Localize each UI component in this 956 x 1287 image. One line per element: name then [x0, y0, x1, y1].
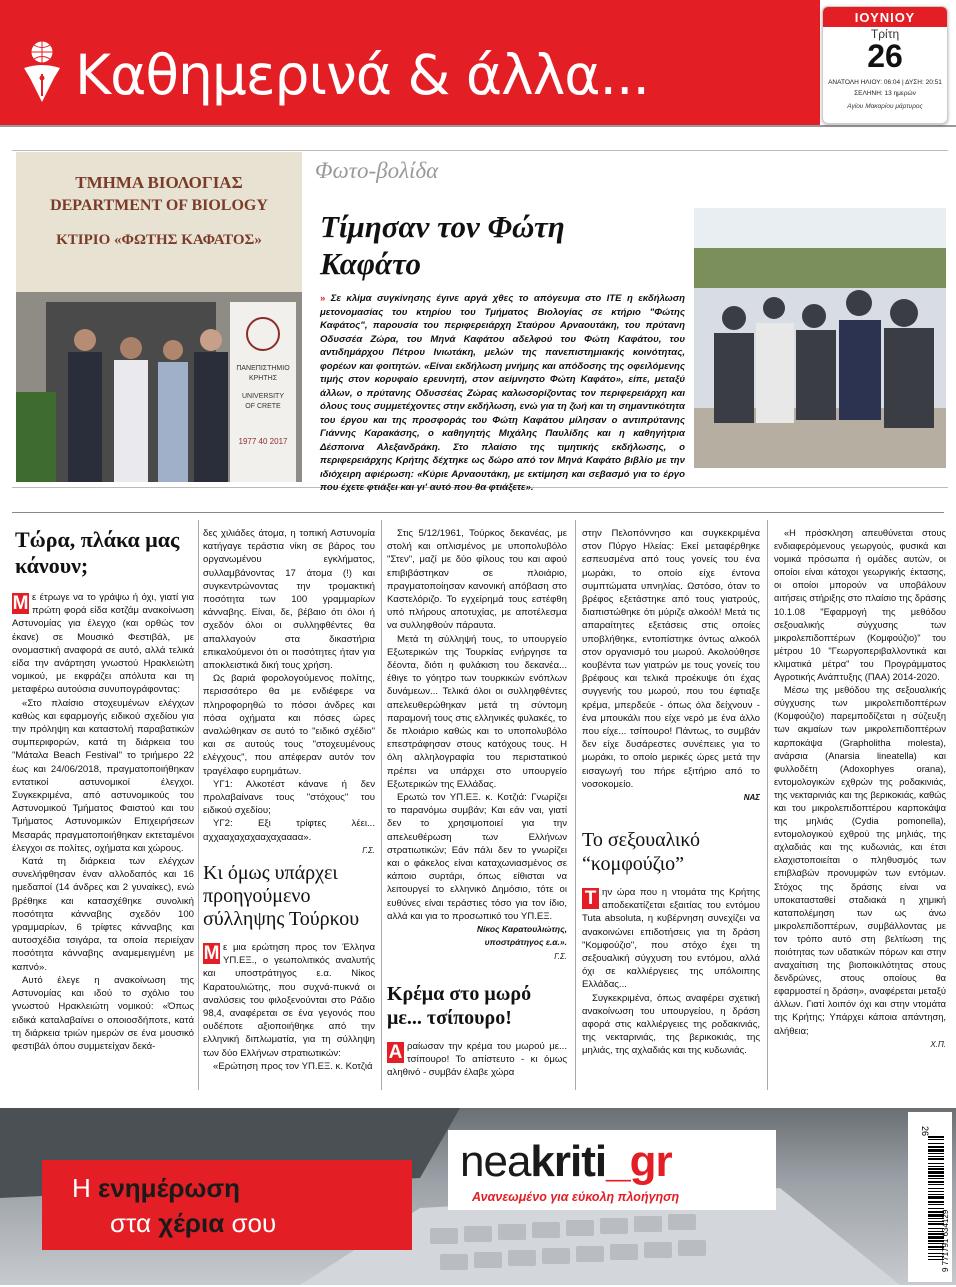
section-label: Φωτο-βολίδα [315, 158, 439, 183]
article4-dropcap: Τ [582, 888, 599, 909]
calendar-weekday: Τρίτη [870, 27, 900, 41]
article2-paragraph: Στις 5/12/1961, Τούρκος δεκανέας, με στολή και οπλισμένος με υποπολυβόλο "Στεν", μαζί με δύο φίλους του και αφού επιβιβάστηκαν σε πλοιάριο, πραγματοποίησαν κανονική απόβαση στο Καστελόριζο. Το εγχείρημά τους εστέφθη υπό πλήρους αποτυχίας, με αποτέλεσμα να συλληφθούν πάραυτα. [387, 528, 567, 632]
barcode-bar [928, 1153, 944, 1154]
article2-author: Νίκος Καρατουλιώτης, [476, 924, 567, 935]
column-divider [575, 520, 576, 1090]
article2-paragraph: Μετά τη σύλληψή τους, το υπουργείο Εξωτερικών της Τουρκίας ενήργησε τα δέοντα, διότι η φυλάκιση του δεκανέα... έθιγε το γόητρο των τουρκικών ενόπλων δυνάμεων... Τελικά όλοι οι συλληφθέντες απελευθερώθηκαν μετά τη σύντομη παραμονή τους στις ελληνικές φυλακές, το δε πλοιάριο καθώς και το υποπολυβόλο επεστράφησαν στους κατόχους τους. Η όλη αλληλογραφία του περιστατικού πρέπει να υπάρχει στο υπουργείο Εξωτερικών της Ελλάδας. [387, 633, 567, 790]
banner-years: 1977 40 2017 [238, 437, 288, 446]
article3-paragraph: ραίωσαν την κρέμα του μωρού με... τσίπουρο! Το απίστευτο - κι όμως αληθινό - συμβάν έλαβε χώρα [387, 1041, 567, 1079]
banner-line-4: OF CRETE [245, 403, 281, 410]
calendar-month: ΙΟΥΝΙΟΥ [823, 7, 947, 27]
calendar-day-number: 26 [867, 38, 903, 74]
article2-paragraph: Ερωτώ τον ΥΠ.ΕΞ. κ. Κοτζιά: Γνωρίζει το παρανόμω συμβάν; Και εάν ναι, γιατί δεν το χρησιμοποιεί για την απελευθέρωση των Ελλήνων στρατιωτικών; Εάν πάλι δεν το γνωρίζει και ο φάκελος είναι καταχωνιασμένος σε κάποιο συρτάρι, όπως είθισται να λειτουργεί το ελληνικό Δημόσιο, τότε οι ευθύνες είναι τεράστιες τόσο για τον ίδιο, αλλά και για το προσωπικό του ΥΠ.ΕΞ. [387, 792, 567, 922]
article2-cont-body [387, 527, 567, 963]
barcode-bar [928, 1188, 944, 1189]
barcode-bar [928, 1208, 944, 1209]
article2-paragraph: ε μια ερώτηση προς τον Έλληνα ΥΠ.ΕΞ., ο γεωπολιτικός αναλυτής και υποστράτηγος ε.α. Νίκος Καρατουλιώτης, που συχνά-πυκνά οι αναλύσεις του φιλοξενούνται στο Ράδιο 98,4, αναφέρεται σε ένα γεγονός που ουδέποτε αξιοποιήθηκε από την ελληνική διπλωματία, για τη σύλληψη των δύο Ελλήνων στρατιωτικών: [203, 942, 375, 1059]
sign-line-2: DEPARTMENT OF BIOLOGY [50, 197, 268, 214]
barcode-bar [928, 1163, 944, 1164]
barcode [908, 1112, 952, 1282]
quote-marker-icon: » [320, 293, 326, 304]
article3-signature: ΝΑΣ [743, 793, 760, 803]
barcode-bar [928, 1136, 944, 1138]
article3-continued [582, 527, 760, 804]
masthead-title: Καθημερινά & άλλα... [75, 43, 649, 107]
article2-continued [387, 527, 567, 963]
article2-signature: Γ.Σ. [554, 951, 567, 961]
article4-cont-body [774, 527, 946, 1051]
article1-dropcap: Μ [12, 593, 29, 614]
article3-paragraph: στην Πελοπόννησο και συγκεκριμένα στον Πύργο Ηλείας: Εκεί μεταφέρθηκε εσπευσμένα από τους γονείς του ένα μωράκι, το οποίο είχε έντονα συμπτώματα υπνηλίας. Ωστόσο, όταν το βρέφος εξετάστηκε από τους γιατρούς, διαπιστώθηκε ότι μύριζε αλκοόλ! Μετά τις απαραίτητες εξετάσεις στις οποίες υποβλήθηκε, εντοπίστηκε όντως αλκοόλ στον οργανισμό του μωρού. Ακολούθησε κουβέντα των γιατρών με τους γονείς του βρέφους και τελικά προέκυψε ότι έχας συγγενής του μωρού, που του έφτιαξε κρέμα, μπερδεύε - όπως όλα δείχνουν - ένα μπουκάλι που είχε νερό με ένα άλλο που είχε... τσίπουρο! Πάντως, το συμβάν δεν είχε δυσάρεστες συνέπειες για το μωράκι, το οποίο μερικές ώρες μετά την εισαγωγή του πήρε εξιτήριο από το νοσοκομείο. [582, 528, 760, 790]
barcode-bar [928, 1194, 944, 1195]
article3-headline: Κρέμα στο μωρό με... τσίπουρο! [387, 983, 532, 1029]
barcode-bar [928, 1178, 944, 1179]
banner-line-1: ΠΑΝΕΠΙΣΤΗΜΙΟ [236, 365, 290, 372]
barcode-bar [928, 1149, 944, 1152]
article4-paragraph: ην ώρα που η ντομάτα της Κρήτης αποδεκατίζεται εξαιτίας του εντόμου Tuta absoluta, η κυβέρνηση συνεχίζει να ανακοινώνει επιδοτήσεις για τη δράση "Κομφούζιο", που στόχο έχει τη σεξουαλική σύγχυση του εντόμου, αλλά όχι σε καλλιέργειες της υπόλοιπης Ελλάδας... [582, 887, 760, 991]
biology-building-photo [16, 152, 302, 482]
banner-line-3: UNIVERSITY [241, 393, 285, 400]
article4-continued [774, 527, 946, 1051]
article3-cont-body [582, 527, 760, 804]
barcode-icon [908, 1112, 952, 1282]
feature-body [320, 292, 685, 495]
barcode-bar [928, 1175, 944, 1177]
globe-pen-logo-icon [20, 38, 64, 108]
feature-headline: Τίμησαν τον Φώτη Καφάτο [320, 209, 565, 281]
article1-paragraph: Κατά τη διάρκεια των ελέγχων συνελήφθησαν έναν αλλοδαπός και 16 ημεδαποί (14 άνδρες και 2 γυναίκες), ενώ βρέθηκε και κατασχέθηκε συνολική ποσότητα κάνναβης σχεδόν 100 γραμμαρίων, 6 τρίφτες κάνναβης και αυτοσχέδια τσιγάρα, τα οποία περιείχαν ποσότητα κάνναβης αναμεμειγμένη με καπνό». [12, 856, 194, 973]
audience-photo [694, 208, 946, 468]
sign-line-3: ΚΤΙΡΙΟ «ΦΩΤΗΣ ΚΑΦΑΤΟΣ» [56, 232, 262, 248]
ad-line-2: στα χέρια σου [110, 1208, 277, 1238]
article1-paragraph: δες χιλιάδες άτομα, η τοπική Αστυνομία κατήγαγε τεράστια νίκη σε βάρος του οργανωμένου εγκλήματος, συλλαμβάνοντας 17 άτομα (!) και συγκεντρώνοντας την τρομακτική ποσότητα των 100 γραμμαρίων κάνναβης. Είναι, δε, βέβαιο ότι όλοι ή σχεδόν όλοι οι συλληφθέντες θα απαλλαγούν στα δικαστήρια επικαλούμενοι ότι οι ποσότητες ήταν για αποκλειστικά δική τους χρήση. [203, 528, 375, 672]
article2-dropcap: Μ [203, 943, 220, 964]
sign-line-1: ΤΜΗΜΑ ΒΙΟΛΟΓΙΑΣ [75, 173, 243, 192]
article1 [12, 527, 194, 1053]
article2-paragraph: «Ερώτηση προς τον ΥΠ.ΕΞ. κ. Κοτζιά [213, 1060, 373, 1072]
article3-dropcap: Α [388, 1042, 403, 1063]
article1-paragraph: «Στο πλαίσιο στοχευμένων ελέγχων καθώς και εφαρμογής ειδικού σχεδίου για την πρόληψη και καταστολή παραβατικών συμπεριφορών, κατά τη διάρκεια του "Μάταλα Beach Festival" το τριήμερο 22 έως και 24/06/2018, πραγματοποιήθηκαν εντατικοί αστυνομικοί έλεγχοι. Συγκεκριμένα, από αστυνομικούς του Αστυνομικού Τμήματος Φαιστού και του Τμήματος Αστυνομικών Επιχειρήσεων Μεσαράς πραγματοποιήθηκαν εκτεταμένοι έλεγχοι σε πολίτες, οχήματα και χώρους. [12, 697, 194, 854]
article4 [582, 828, 760, 1058]
barcode-bar [928, 1184, 944, 1185]
article1-paragraph: ε έτρωγε να το γράψω ή όχι, γιατί για πρώτη φορά είδα κοτζάμ ανακοίνωση Αστυνομίας για έλεγχο (και ορθώς τον έκανε) σε Μουσικό Φεστιβάλ, με ονομαστική αναφορά σε αυτό, αλλά τελικά είδα την ανάρτηση γνωστού Ηρακλειώτη νομικού, με εκφράζει απόλυτα και τη μεταφέρω αυτούσια συνυπογράφοντας: [12, 592, 194, 696]
article4-paragraph: Μέσω της μεθόδου της σεξουαλικής σύγχυσης των μικρολεπιδοπτέρων (Κομφούζιο) παρεμποδίζεται η σύζευξη των ακμαίων των μικρολεπιδοπτέρων καρποκάψα (Grapholitha molesta), ανάρσια (Anarsia lineatella) και φυλλοδέτη (Adoxophyes orana), εντομολογικών εχθρών της ροδακινιάς, της νεκταρινιάς και της βερικοκιάς, καθώς και του μικρολεπιδοπτέρου καρποκάψα της μηλιάς (Cydia pomonella), εντομολογικού εχθρού της μηλιάς, της αχλαδιάς και της κυδωνιάς, και έτσι ελαχιστοποιείται ο πληθυσμός των επιβλαβών προνυμφών των εντόμων. Στόχος της δράσης είναι να υποκατασταθεί σταδιακά η χημική καταπολέμηση των ως άνω μικρολεπιδοπτέρων, συμβάλλοντας με τον τρόπο αυτό στη βελτίωση της ποιότητας των υδατικών πόρων και στην αναχαίτιση της βιοποικιλότητας στους δενδρώνες, στους οποίους θα εφαρμοστεί η δράση», αναφέρεται μεταξύ άλλων. Γιατί λοιπόν όχι και στην ντομάτα της Κρήτης; Υπάρχει κάποια απάντηση, αλήθεια; [774, 685, 946, 1036]
barcode-bar [928, 1191, 944, 1192]
article4-body [582, 886, 760, 1058]
column-divider [381, 520, 382, 1090]
ad-line-1: Η ενημέρωση [72, 1173, 241, 1203]
article2-body [203, 941, 375, 1073]
ad-tagline: Ανανεωμένο για εύκολη πλοήγηση [472, 1190, 680, 1204]
barcode-digits: 9 771791 634129 [941, 1209, 950, 1272]
calendar-sun-times: ΑΝΑΤΟΛΗ ΗΛΙΟΥ: 06:04 | ΔΥΣΗ: 20:51 [828, 79, 942, 86]
barcode-bar [928, 1204, 944, 1205]
barcode-bar [928, 1168, 944, 1170]
article1-paragraph: Αυτό έλεγε η ανακοίνωση της Αστυνομίας και ιδού το σχόλιο του γνωστού Ηρακλειώτη νομικού: «Όπως ειδικά καταλαβαίνει ο οποιοσδήποτε, κατά τη διάρκεια τριών ημερών σε ένα μουσικό φεστιβάλ όπου συμμετείχαν δεκά- [12, 974, 194, 1052]
article1-signature: Γ.Σ. [362, 845, 375, 855]
barcode-bar [928, 1146, 944, 1148]
article1-paragraph: ΥΓ2: Εξι τρίφτες λέει... αχχααχαχαχααχαχαααα». [203, 818, 375, 843]
barcode-bar [928, 1139, 944, 1140]
article1-cont-body [203, 527, 375, 857]
header-divider [0, 125, 956, 127]
barcode-bar [928, 1156, 944, 1157]
calendar-moon: ΣΕΛΗΝΗ: 13 ημερών [854, 90, 916, 97]
calendar-saint: Αγίου Μακαρίου μάρτυρος [847, 103, 923, 110]
barcode-bar [928, 1166, 944, 1167]
article1-paragraph: ΥΓ1: Αλκοτέστ κάνανε ή δεν προλαβαίνανε τους "στόχους" του ειδικού σχεδίου; [203, 778, 375, 817]
column-divider [198, 520, 199, 1090]
article4-paragraph: «Η πρόσκληση απευθύνεται στους ενδιαφερόμενους γεωργούς, φυσικά και νομικά πρόσωπα ή ομάδες αυτών, οι οποίοι είναι κάτοχοι γεωργικής έκτασης, οι οποίοι μπορούν να υποβάλουν αιτήσεις στήριξης στο πλαίσιο της δράσης 10.1.08 "Εφαρμογή της μεθόδου σεξουαλικής σύγχυσης των μικρολεπιδοπτέρων (Κομφούζιο)" του μέτρου 10 "Γεωργοπεριβαλλοντικά και κλιματικά μέτρα" του Προγράμματος Αγροτικής Ανάπτυξης (ΠΑΑ) 2014-2020. [774, 528, 946, 683]
barcode-bar [928, 1143, 944, 1144]
article1-body [12, 591, 194, 1053]
issue-number: 26 [920, 1126, 930, 1137]
article4-headline: Το σεξουαλικό “κομφούζιο” [582, 829, 701, 875]
article4-signature: Χ.Π. [930, 1039, 946, 1049]
feature-text: Σε κλίμα συγκίνησης έγινε αργά χθες το απόγευμα στο ΙΤΕ η εκδήλωση μετονομασίας του κτηρίου του Τμήματος Βιολογίας σε κτήριο "Φώτης Καφάτος", παρουσία του περιφερειάρχη Σταύρου Αρναουτάκη, του πρύτανη Οδυσσέα Ζώρα, του Μηνά Καφάτου αδελφού του Φώτη Καφάτου, του αντιδημάρχου Πέτρου Ινιωτάκη, μελών της πανεπιστημιακής κοινότητας, φορέων και φοιτητών. «Είναι εκδήλωση μνήμης και απόδοσης της οφειλόμενης τιμής στον κορυφαίο ερευνητή, στον αείμνηστο Φώτη Καφάτο», είπε, μεταξύ άλλων, ο πρύτανης Οδυσσέας Ζώρας καλωσορίζοντας τον περιφερειάρχη και όλους τους συμμετέχοντες στην εκδήλωση, ενώ για τη ζωή και τη σημαντικότητα του έργου και της προσφοράς του Φώτη Καφάτου μίλησαν ο αντιπρύτανης Γιάννης Καρακάσης, ο καθηγητής Μιχάλης Παυλίδης και η καθηγήτρια Δέσποινα Αλεξανδράκη. Στο πλαίσιο της τιμητικής εκδήλωσης, ο περιφερειάρχης Κρήτης δέχτηκε ως δώρο από τον Μηνά Καφάτο βιβλίο με την ιδιόχειρη αφιέρωση: «Κύριε Αρναουτάκη, με εκτίμηση και σεβασμό για το έργο που έχετε φτιάξει και γι' αυτό που θα φτιάξετε». [320, 293, 686, 493]
article4-paragraph: Συγκεκριμένα, όπως αναφέρει σχετική ανακοίνωση του υπουργείου, η δράση αφορά στις καλλιέργειες της ροδακινιάς, της νεκταρινιάς, της βερικοκιάς, της μηλιάς, της αχλαδιάς και της κυδωνιάς. [582, 992, 760, 1057]
column-divider [767, 520, 768, 1090]
article2 [203, 862, 375, 1073]
neakriti-logo[interactable]: neakriti_gr [460, 1137, 672, 1186]
barcode-bar [928, 1196, 944, 1199]
article2-author-title: υποστράτηγος ε.α.». [484, 937, 567, 948]
barcode-bar [928, 1171, 944, 1174]
date-calendar [822, 6, 948, 124]
article3 [387, 982, 567, 1080]
articles-top-rule [12, 512, 944, 513]
barcode-bar [928, 1201, 944, 1203]
article1-headline: Τώρα, πλάκα μας κάνουν; [15, 527, 180, 578]
article3-body [387, 1040, 567, 1080]
barcode-bar [928, 1181, 944, 1183]
article1-paragraph: Ως βαριά φορολογούμενος πολίτης, περισσότερο θα με ενδιέφερε να πληροφορηθώ το πόσοι άνδρες και πόσα οχήματα και πόσες ώρες αναλώθηκαν σε αυτό το "ειδικό σχέδιο" και σε αυτούς τους "στοχευμένους ελέγχους", που απέφεραν αυτόν τον τραγέλαφο ευρημάτων. [203, 673, 375, 777]
article2-headline: Κι όμως υπάρχει προηγούμενο σύλληψης Τούρκου [203, 862, 360, 930]
banner-line-2: ΚΡΗΤΗΣ [248, 375, 278, 382]
barcode-bar [928, 1158, 944, 1160]
article1-continued [203, 527, 375, 857]
